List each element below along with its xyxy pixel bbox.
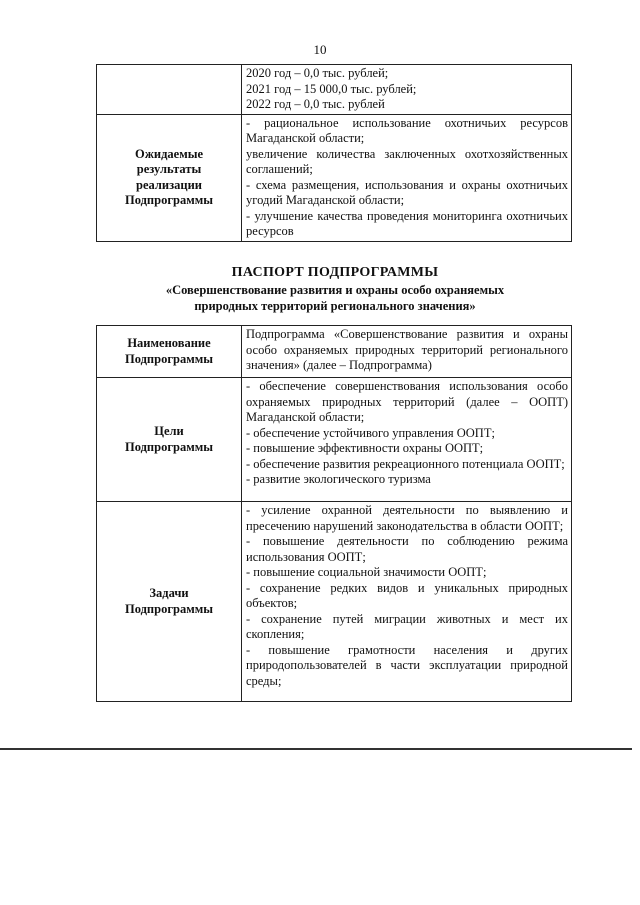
tasks-item: - повышение деятельности по соблюдению режима использования ООПТ; bbox=[246, 534, 568, 564]
results-item: - схема размещения, использования и охраны охотничьих угодий Магаданской области; bbox=[246, 177, 568, 207]
goals-label: Цели Подпрограммы bbox=[97, 378, 242, 502]
passport-title: ПАСПОРТ ПОДПРОГРАММЫ bbox=[231, 265, 439, 280]
goals-row bbox=[97, 378, 572, 502]
name-label: Наименование Подпрограммы bbox=[97, 326, 242, 378]
funding-line: 2020 год – 0,0 тыс. рублей; bbox=[246, 66, 389, 80]
results-item: - улучшение качества проведения мониторинга охотничьих ресурсов bbox=[246, 208, 568, 238]
page-bottom-rule bbox=[0, 748, 632, 750]
results-item: - рациональное использование охотничьих ресурсов Магаданской области; bbox=[246, 115, 568, 145]
results-label: Ожидаемые результаты реализации Подпрограммы bbox=[97, 114, 242, 241]
goals-item: - обеспечение совершенствования использования особо охраняемых природных территорий (далее – ООПТ) Магаданской области; bbox=[246, 379, 568, 424]
results-row bbox=[97, 114, 572, 241]
tasks-text bbox=[242, 502, 572, 702]
tasks-item: - усиление охранной деятельности по выявлению и пресечению нарушений законодательства в области ООПТ; bbox=[246, 503, 568, 533]
funding-line: 2022 год – 0,0 тыс. рублей bbox=[246, 97, 385, 111]
results-text bbox=[242, 114, 572, 241]
funding-line: 2021 год – 15 000,0 тыс. рублей; bbox=[246, 81, 417, 96]
results-item: увеличение количества заключенных охотхозяйственных соглашений; bbox=[246, 146, 568, 176]
funding-label-cell bbox=[97, 65, 242, 115]
tasks-item: - повышение социальной значимости ООПТ; bbox=[246, 565, 487, 579]
tasks-row bbox=[97, 502, 572, 702]
passport-table bbox=[96, 325, 572, 702]
tasks-item: - сохранение путей миграции животных и мест их скопления; bbox=[246, 611, 568, 641]
tasks-item: - повышение грамотности населения и других природопользователей в части эксплуатации природной среды; bbox=[246, 642, 568, 688]
name-row bbox=[97, 326, 572, 378]
funding-row bbox=[97, 65, 572, 115]
goals-item: - развитие экологического туризма bbox=[246, 472, 431, 486]
tasks-label: Задачи Подпрограммы bbox=[97, 502, 242, 702]
funding-results-table bbox=[96, 64, 572, 242]
goals-text bbox=[242, 378, 572, 502]
funding-value-cell bbox=[242, 65, 572, 115]
page-number: 10 bbox=[313, 42, 327, 57]
tasks-item: - сохранение редких видов и уникальных природных объектов; bbox=[246, 580, 568, 610]
name-text: Подпрограмма «Совершенствование развития и охраны особо охраняемых природных территорий регионального значения» (далее – Подпрограмма) bbox=[242, 326, 572, 378]
passport-subtitle-line2: природных территорий регионального значения» bbox=[194, 299, 476, 313]
goals-item: - обеспечение развития рекреационного потенциала ООПТ; bbox=[246, 456, 565, 471]
passport-subtitle-line1: «Совершенствование развития и охраны особо охраняемых bbox=[165, 283, 505, 297]
goals-item: - повышение эффективности охраны ООПТ; bbox=[246, 441, 484, 455]
passport-heading bbox=[80, 264, 590, 314]
goals-item: - обеспечение устойчивого управления ООПТ; bbox=[246, 425, 495, 440]
